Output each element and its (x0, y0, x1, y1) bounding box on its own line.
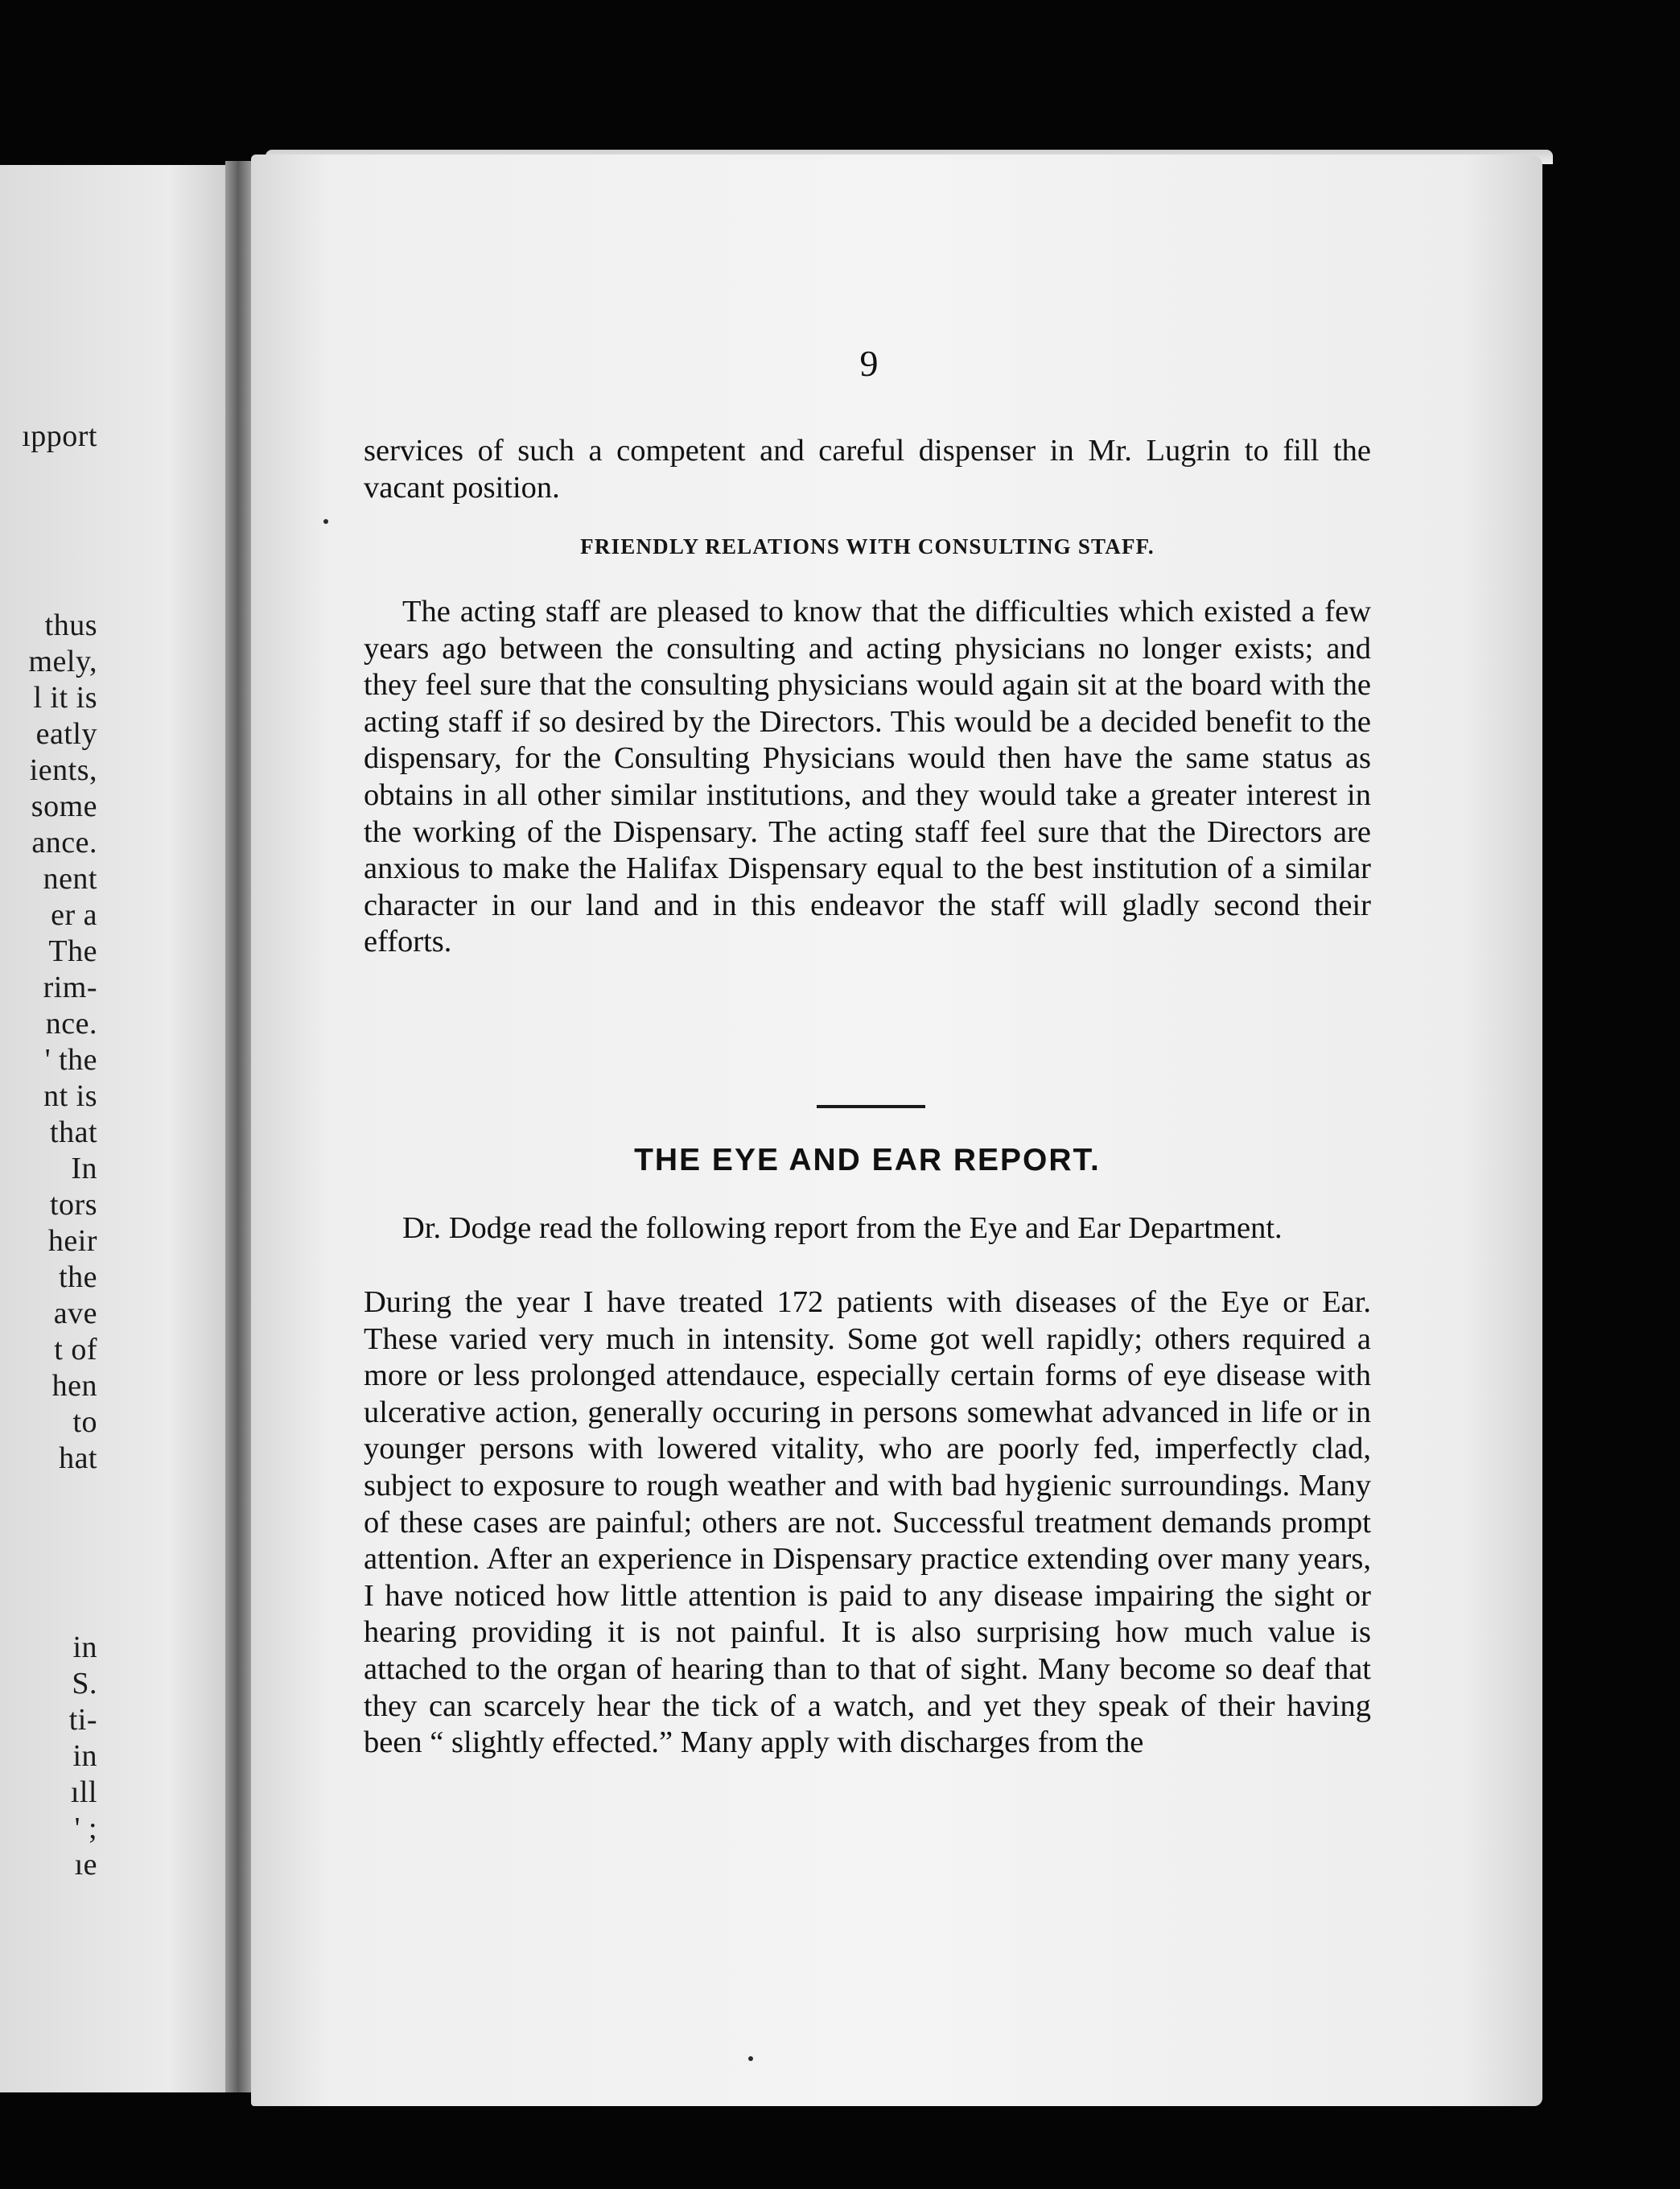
left-fragment: er a (51, 898, 97, 932)
left-fragment: ance. (31, 826, 97, 860)
left-fragment: t of (54, 1333, 97, 1367)
left-fragment: heir (47, 1224, 97, 1258)
section-heading-eye-ear-report: THE EYE AND EAR REPORT. (634, 1143, 1101, 1177)
left-fragment: ave (53, 1296, 97, 1330)
left-fragment: rim- (43, 971, 97, 1004)
left-fragment: to (72, 1405, 97, 1439)
eye-ear-intro: Dr. Dodge read the following report from the Eye and Ear Department. (402, 1211, 1283, 1245)
left-fragment: some (31, 789, 97, 823)
left-fragment: tors (50, 1188, 97, 1222)
left-fragment: S. (72, 1667, 97, 1700)
left-fragment: that (50, 1115, 97, 1149)
left-fragment: l it is (33, 681, 97, 715)
left-fragment: thus (44, 608, 97, 642)
section-body-friendly-relations: The acting staff are pleased to know that the difficulties which existed a few years ago between the consulting and acting physicians no longer exists; and they feel sure that the consulting physicians would again sit at the board with the acting staff if so desired by the Directors. This would be a decided benefit to the dispensary, for the Consulting Physicians would then have the same status as obtains in all other similar institutions, and they would take a greater interest in the working of the Dispensary. The acting staff feel sure that the Directors are anxious to make the Halifax Dispensary equal to the best institution of a similar character in our land and in this endeavor the staff will gladly second their efforts. (364, 595, 1371, 959)
left-fragment: in (72, 1630, 97, 1664)
left-fragment: In (71, 1152, 97, 1185)
left-fragment: ients, (29, 753, 97, 787)
left-fragment: nent (43, 862, 97, 896)
section-divider (817, 1105, 925, 1108)
opening-paragraph: services of such a competent and careful dispenser in Mr. Lugrin to fill the vacant position. (364, 434, 1371, 505)
paper-speck (323, 519, 328, 524)
left-fragment: ' the (44, 1043, 97, 1077)
left-fragment: The (48, 934, 97, 968)
left-fragment: ıll (70, 1775, 97, 1809)
left-fragment: ' ; (74, 1812, 97, 1845)
left-fragment: the (59, 1260, 97, 1294)
left-fragment: nt is (43, 1079, 97, 1113)
left-facing-page (0, 165, 241, 2092)
section-heading-friendly-relations: FRIENDLY RELATIONS WITH CONSULTING STAFF. (580, 534, 1155, 559)
left-fragment: mely, (28, 645, 97, 678)
left-fragment: in (72, 1739, 97, 1773)
left-fragment: ıe (74, 1848, 97, 1882)
page-number: 9 (859, 343, 879, 384)
left-fragment: nce. (45, 1007, 97, 1041)
left-fragment: ıpport (22, 419, 97, 453)
eye-ear-body: During the year I have treated 172 patients with diseases of the Eye or Ear. These varied very much in intensity. Some got well rapidly; others required a more or less prolonged attendauce, especially certain forms of eye disease with ulcerative action, generally occuring in persons somewhat advanced in life or in younger persons with lowered vitality, who are poorly fed, imperfectly clad, subject to exposure to rough weather and with bad hygienic surroundings. Many of these cases are painful; others are not. Successful treatment demands prompt attention. After an experience in Dispensary practice extending over many years, I have noticed how little attention is paid to any disease impairing the sight or hearing providing it is not painful. It is also surprising how much value is attached to the organ of hearing than to that of sight. Many become so deaf that they can scarcely hear the tick of a watch, and yet they speak of their having been “ slightly effected.” Many apply with discharges from the (364, 1285, 1371, 1760)
paper-speck (748, 2056, 753, 2061)
left-fragment: eatly (35, 717, 97, 751)
left-fragment: ti- (68, 1703, 97, 1737)
left-fragment: hat (59, 1441, 97, 1475)
left-fragment: hen (51, 1369, 97, 1403)
